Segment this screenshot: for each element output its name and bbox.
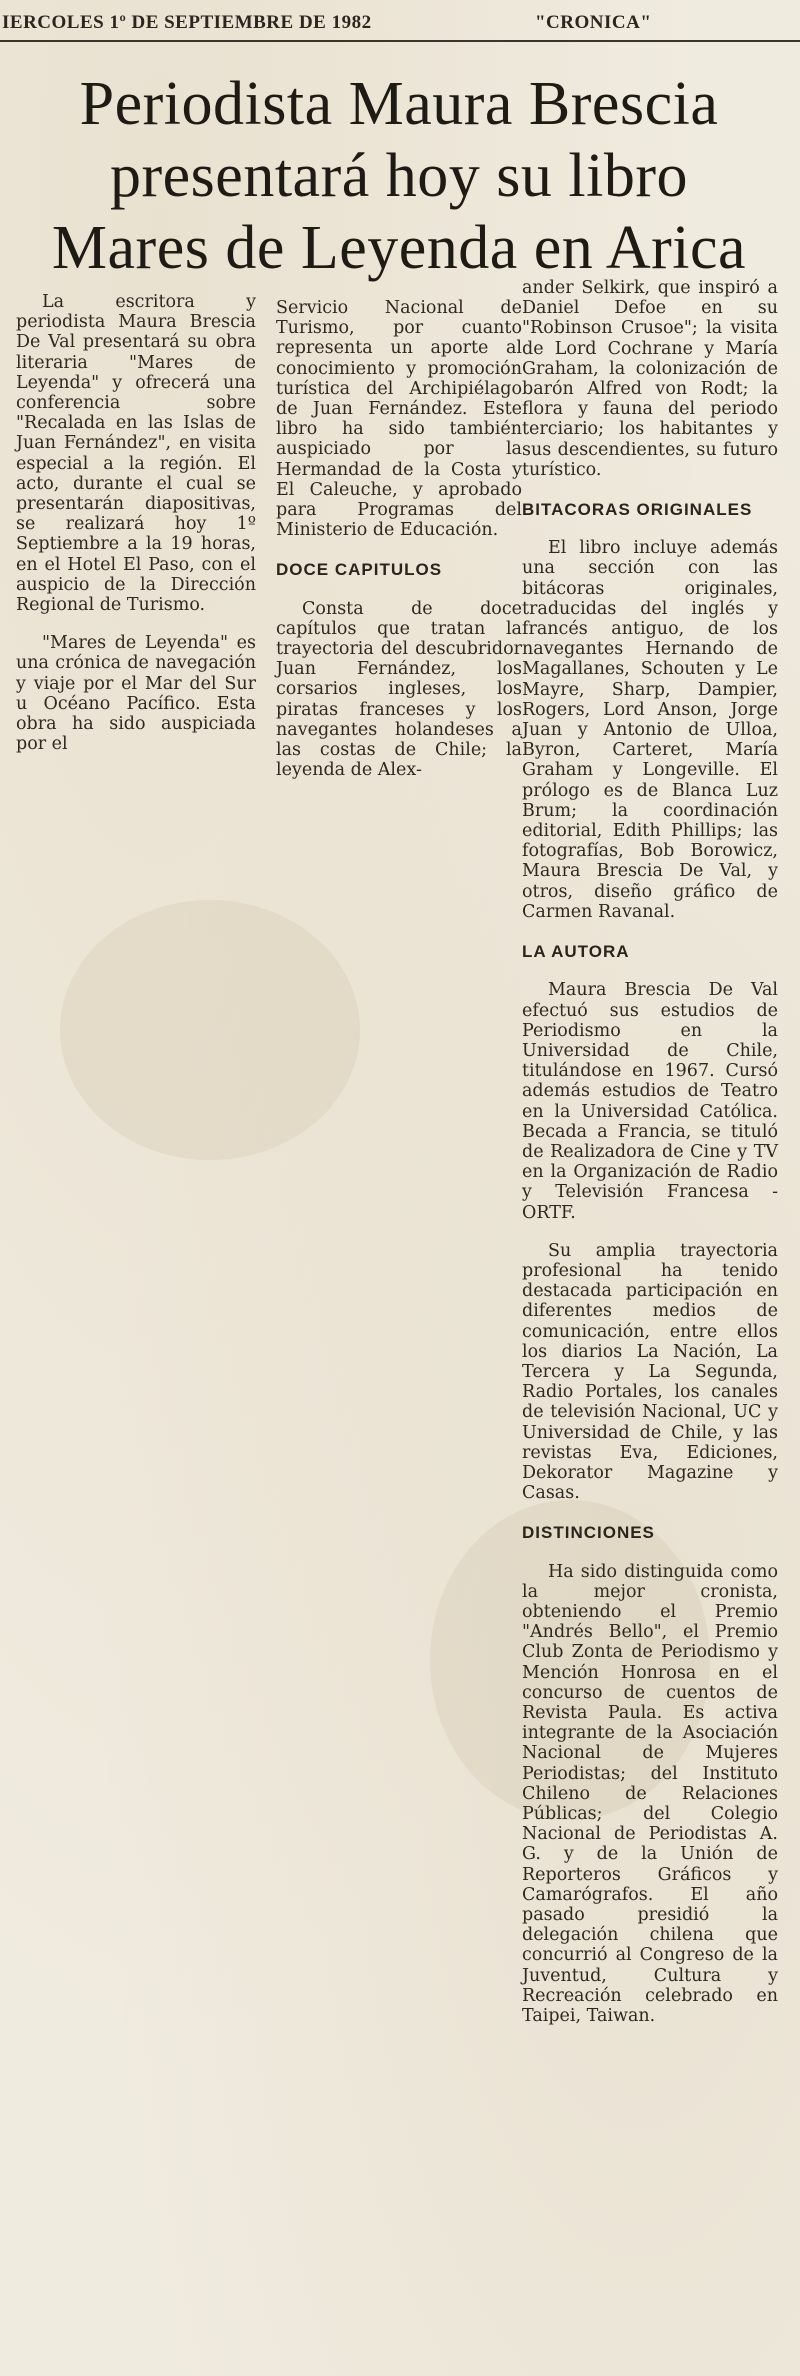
paragraph: ander Selkirk, que inspiró a Daniel Defoe en su "Robinson Crusoe"; la visita de Lord Cochrane y María Graham, la colonización de barón Alfred von Rodt; la flora y fauna del periodo terciario; los habitantes y sus descendientes, su futuro turístico.: [522, 278, 778, 480]
headline: [14, 68, 784, 284]
headline-line: Mares de Leyenda en Arica: [51, 214, 747, 282]
dateline: [0, 10, 800, 38]
subheading-la-autora: LA AUTORA: [522, 942, 630, 962]
subheading-doce-capitulos: DOCE CAPITULOS: [276, 560, 443, 580]
paragraph: "Mares de Leyenda" es una crónica de navegación y viaje por el Mar del Sur u Océano Pacífico. Esta obra ha sido auspiciada por el: [16, 633, 256, 755]
paragraph: Consta de doce capítulos que tratan la trayectoria del descubridor Juan Fernández, los corsarios ingleses, los piratas franceses y los navegantes holandeses a las costas de Chile; la leyenda de Alex-: [276, 598, 522, 781]
article-column-2: [276, 298, 522, 798]
newspaper-name: "CRONICA": [535, 12, 652, 33]
paragraph: Maura Brescia De Val efectuó sus estudios de Periodismo en la Universidad de Chile, titulándose en 1967. Cursó además estudios de Teatro en la Universidad Católica. Becada a Francia, se tituló de Realizadora de Cine y TV en la Organización de Radio y Televisión Francesa - ORTF.: [522, 980, 778, 1223]
paragraph: El libro incluye además una sección con las bitácoras originales, traducidas del inglés y francés antiguo, de los navegantes Hernando de Magallanes, Schouten y Le Mayre, Sharp, Dampier, Rogers, Lord Anson, Jorge Juan y Antonio de Ulloa, Byron, Carteret, María Graham y Longeville. El prólogo es de Blanca Luz Brum; la coordinación editorial, Edith Phillips; las fotografías, Bob Borowicz, Maura Brescia De Val, y otros, diseño gráfico de Carmen Ravanal.: [522, 538, 778, 922]
paper-stain: [60, 900, 360, 1160]
issue-date: IERCOLES 1º DE SEPTIEMBRE DE 1982: [2, 12, 372, 33]
paragraph: Ha sido distinguida como la mejor cronista, obteniendo el Premio "Andrés Bello", el Premio Club Zonta de Periodismo y Mención Honrosa en el concurso de cuentos de Revista Paula. Es activa integrante de la Asociación Nacional de Mujeres Periodistas; del Instituto Chileno de Relaciones Públicas; del Colegio Nacional de Periodistas A. G. y de la Unión de Reporteros Gráficos y Camarógrafos. El año pasado presidió la delegación chilena que concurrió al Congreso de la Juventud, Cultura y Recreación celebrado en Taipei, Taiwan.: [522, 1561, 778, 2027]
subheading-distinciones: DISTINCIONES: [522, 1523, 655, 1543]
article-column-1: [16, 292, 256, 772]
paragraph: Su amplia trayectoria profesional ha tenido destacada participación en diferentes medios de comunicación, entre ellos los diarios La Nación, La Tercera y La Segunda, Radio Portales, los canales de televisión Nacional, UC y Universidad de Chile, y las revistas Eva, Ediciones, Dekorator Magazine y Casas.: [522, 1240, 778, 1504]
paragraph: Servicio Nacional de Turismo, por cuanto representa un aporte al conocimiento y promoción turística del Archipiélago de Juan Fernández. Este libro ha sido también auspiciado por la Hermandad de la Costa y El Caleuche, y aprobado para Programas del Ministerio de Educación.: [276, 298, 522, 541]
article-column-3: [522, 278, 778, 2044]
subheading-bitacoras-originales: BITACORAS ORIGINALES: [522, 500, 753, 520]
header-rule: [0, 40, 800, 42]
headline-line: presentará hoy su libro: [110, 142, 688, 210]
headline-line: Periodista Maura Brescia: [79, 70, 719, 138]
paragraph: La escritora y periodista Maura Brescia De Val presentará su obra literaria "Mares de Leyenda" y ofrecerá una conferencia sobre "Recalada en las Islas de Juan Fernández", en visita especial a la región. El acto, durante el cual se presentarán diapositivas, se realizará hoy 1º Septiembre a la 19 horas, en el Hotel El Paso, con el auspicio de la Dirección Regional de Turismo.: [16, 292, 256, 616]
